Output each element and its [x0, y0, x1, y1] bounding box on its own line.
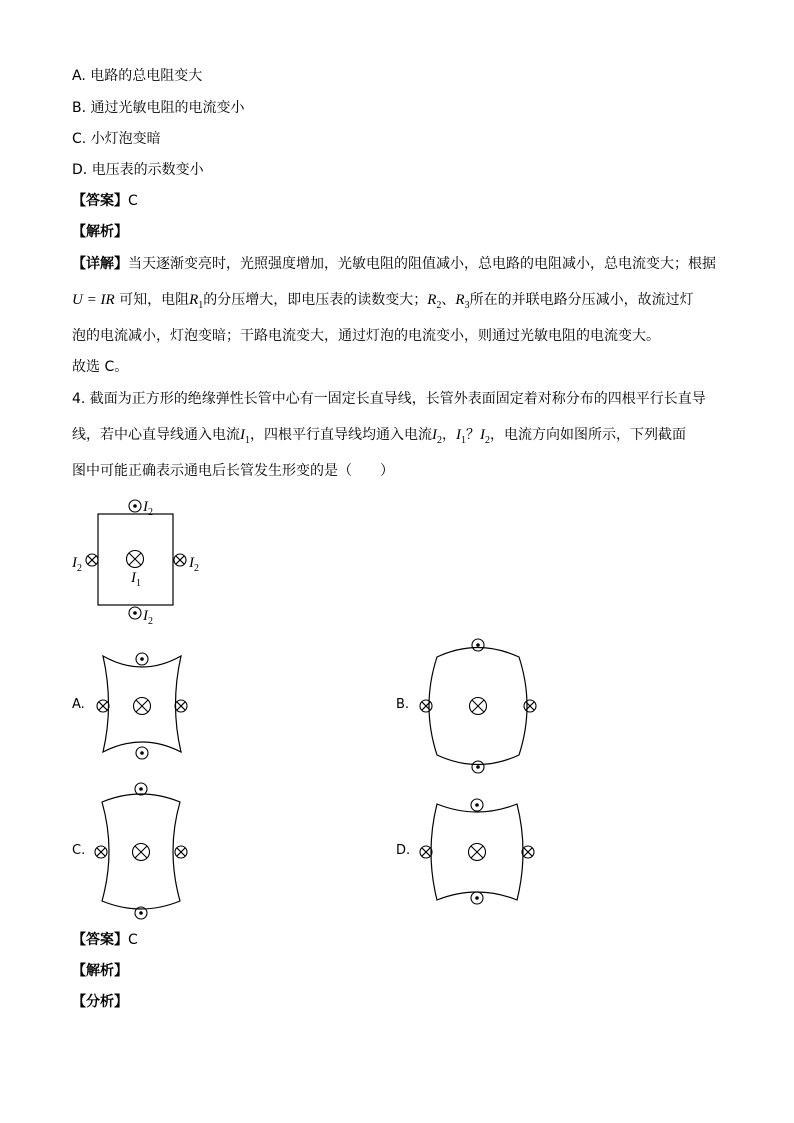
bottom-wire-icon	[129, 607, 141, 619]
q3-detail-line2: U = IR 可知，电阻$R_1$的分压增大，即电压表的读数变大；$R_2$、$R_3$所在的并联电路分压减小，故流过灯	[72, 292, 694, 311]
q4-line2: 线，若中心直导线通入电流$I_1$，四根平行直导线均通入电流$I_2$，$I_1$？$I_2$，电流方向如图所示，下列截面	[72, 427, 686, 446]
q4-line1: 4. 截面为正方形的绝缘弹性长管中心有一固定长直导线，长管外表面固定着对称分布的四根平行长直导	[72, 391, 706, 407]
q3-answer: 【答案】C	[72, 193, 138, 209]
q3-detail-line3: 泡的电流减小，灯泡变暗；干路电流变大，通过灯泡的电流变小，则通过光敏电阻的电流变大。	[72, 328, 660, 344]
label-top: $I_2$	[143, 499, 153, 518]
option-c-figure	[95, 783, 187, 919]
label-bottom: $I_2$	[143, 608, 153, 627]
label-center: $I_1$	[131, 570, 141, 589]
q4-answer: 【答案】C	[72, 932, 138, 948]
center-wire-icon	[127, 551, 144, 568]
label-left: $I_2$	[72, 555, 82, 574]
option-a-label: A.	[72, 697, 85, 712]
option-a-figure	[97, 653, 187, 759]
choice-a: A. 电路的总电阻变大	[72, 68, 203, 84]
option-d-figure	[420, 799, 534, 904]
right-wire-icon	[174, 554, 186, 566]
left-wire-icon	[86, 554, 98, 566]
option-b-label: B.	[396, 697, 410, 712]
label-right: $I_2$	[189, 555, 199, 574]
q3-analysis-label: 【解析】	[72, 224, 128, 240]
choice-b: B. 通过光敏电阻的电流变小	[72, 100, 245, 116]
q3-conclusion: 故选 C。	[72, 359, 129, 375]
option-d-label: D.	[396, 843, 411, 858]
q4-fenxi-label: 【分析】	[72, 994, 128, 1010]
q3-detail-line1: 【详解】当天逐渐变亮时，光照强度增加，光敏电阻的阻值减小，总电路的电阻减小，总电流变大；根据	[72, 256, 716, 272]
q4-analysis-label: 【解析】	[72, 963, 128, 979]
original-figure	[71, 499, 199, 627]
choice-d: D. 电压表的示数变小	[72, 162, 204, 178]
q4-line3: 图中可能正确表示通电后长管发生形变的是（ ）	[72, 463, 394, 479]
option-c-label: C.	[72, 843, 86, 858]
top-wire-icon	[129, 500, 141, 512]
option-b-figure	[420, 639, 536, 773]
choice-c: C. 小灯泡变暗	[72, 131, 161, 147]
